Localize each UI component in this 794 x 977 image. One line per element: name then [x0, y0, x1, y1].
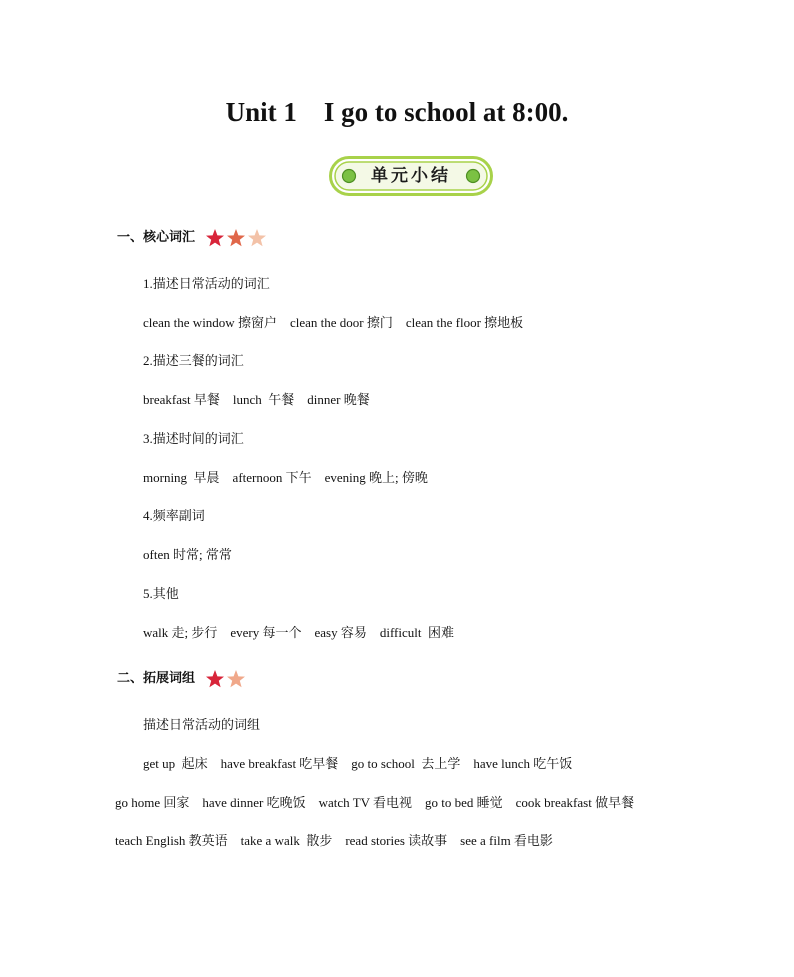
section-heading-text: 二、拓展词组: [117, 671, 196, 686]
subsection-heading: 4.频率副词: [143, 508, 205, 523]
star-icon: [226, 228, 246, 248]
star-icon: [205, 228, 225, 248]
phrase-line: go home 回家 have dinner 吃晚饭 watch TV 看电视 go to bed 睡觉 cook breakfast 做早餐: [115, 795, 635, 810]
unit-summary-badge: [329, 156, 493, 196]
subsection-heading: 1.描述日常活动的词汇: [143, 276, 270, 291]
vocab-line: clean the window 擦窗户 clean the door 擦门 clean the floor 擦地板: [143, 315, 524, 330]
subsection-heading: 3.描述时间的词汇: [143, 431, 244, 446]
rating-stars: [205, 669, 246, 689]
phrase-line: get up 起床 have breakfast 吃早餐 go to school 去上学 have lunch 吃午饭: [143, 756, 573, 771]
star-icon: [226, 669, 246, 689]
vocab-line: walk 走; 步行 every 每一个 easy 容易 difficult 困难: [143, 625, 454, 640]
section-heading-extended-phrases: [117, 669, 246, 689]
rating-stars: [205, 228, 267, 248]
subsection-heading: 2.描述三餐的词汇: [143, 353, 244, 368]
section-heading-text: 一、核心词汇: [117, 230, 196, 245]
page-title: Unit 1 I go to school at 8:00.: [225, 97, 569, 127]
subsection-heading: 5.其他: [143, 586, 179, 601]
phrase-line: teach English 教英语 take a walk 散步 read stories 读故事 see a film 看电影: [115, 833, 553, 848]
vocab-line: breakfast 早餐 lunch 午餐 dinner 晚餐: [143, 392, 370, 407]
badge-label: 单元小结: [371, 166, 451, 186]
vocab-line: morning 早晨 afternoon 下午 evening 晚上; 傍晚: [143, 470, 428, 485]
subsection-heading: 描述日常活动的词组: [143, 717, 261, 732]
section-heading-core-vocab: [117, 228, 267, 248]
vocab-line: often 时常; 常常: [143, 547, 232, 562]
star-icon: [205, 669, 225, 689]
star-icon: [247, 228, 267, 248]
